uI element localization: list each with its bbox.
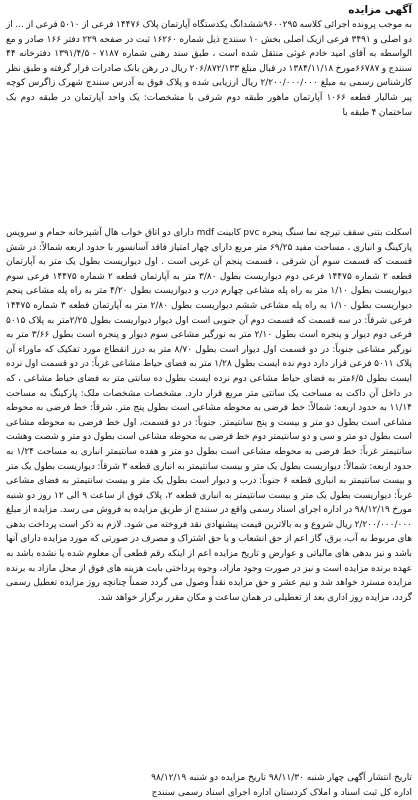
notice-paragraph-2: اسکلت بتنی سقف تیرچه نما سنگ پنجره pvc کابینت mdf دارای دو اتاق خواب هال آشپزخانه حمام و سرویس پارکینگ و انباری ، مساحت مفید ۶۹/۲۵ متر مربع دارای چهار امتیاز فاقد آسانسور با حدود اربعه شمالاً: در شش قسمت که قسمت سوم آن شرقی ، قسمت پنجم آن غربی است . اول دیواریست بطول یک متر به آپارتمان قطعه ۲ شماره ۱۴۴۷۵ فرعی دوم دیواریست بطول ۳/۸۰ متر به آپارتمان قطعه ۲ شماره ۱۴۴۷۵ فرعی سوم دیواریست بطول ۱/۱۰ متر به راه پله مشاعی چهارم درب و دیواریست بطول ۴/۲۰ متر به راه پله مشاعی پنجم دیواریست بطول ۱/۱۰ به راه پله مشاعی ششم دیواریست بطول ۲/۸۰ متر به آپارتمان قطعه ۳ شماره ۱۴۴۷۵ فرعی شرقاً: در سه قسمت که قسمت دوم آن جنوبی است اول دیوار دیواریست بطول ۲/۲۵متر به پلاک ۵۰۱۵ فرعی دوم دیوار و پنجره است بطول ۲/۱۰ متر به نورگیر مشاعی سوم دیوار و پنجره است بطول ۳/۶۶ متر به نورگیر مشاعی جنوباً: در دو قسمت اول دیوار است بطول ۸/۷۰ متر به درز انقطاع مورد تفکیک که ماوراء آن پلاک ۵۰۱۱ فرعی قرار دارد دوم نده ایست بطول ۱/۲۸ متر به فضای حیاط مشاعی غرباً: در دو قسمت اول نرده ایست بطول ۶/۵متر به فضای حیاط مشاعی دوم نرده ایست بطول ده سانتی متر به فضای حیاط مشاعی ، که در داخل آن داکت به مساحت یک سانتی متر مربع قرار دارد. مشخصات مشخصات ملک: پارکینگ به مساحت ۱۱/۱۴ به حدود اربعه: شمالاً: خط فرضی به محوطه مشاعی است بطول پنج متر. شرقاً: خط فرضی به محوطه مشاعی است بطول دو متر و بیست و پنج سانتیمتر. جنوباً: در دو قسمت، اول خط فرضی به محوطه مشاعی است بطول دو متر و سی و دو سانتیمتر دوم خط فرضی به محوطه مشاعی است بطول دو متر و شصت وهشت سانتیمتر غرباً: خط فرضی به محوطه مشاعی است بطول دو متر و هفده سانتیمتر انباری به مساحت ۱/۲۴ به حدود اربعه: شمالاً: دیواریست بطول یک متر و بیست سانتیمتر به انباری قطعه ۳ شرقاً: دیواریست بطول یک متر و بیست سانتیمتر به انباری قطعه ۶ جنوباً: درب و دیوار است بطول یک متر و بیست سانتیمتر به فضای مشاعی غرباً: دیواریست بطول یک متر و بیست سانتیمتر به انباری قطعه ۲، پلاک فوق از ساعت ۹ الی ۱۲ روز دو شنبه مورخ ۹۸/۱۲/۱۹ در اداره اجرای اسناد رسمی واقع در سنندج از طریق مزایده به فروش می رسد. مزایده از مبلغ ۲/۲۰۰/۰۰۰/۰۰۰ ریال شروع و به بالاترین قیمت پیشنهادی نقد فروخته می شود. لازم به ذکر است پرداخت بدهی های مربوط به آب، برق، گاز اعم از حق انشعاب و یا حق اشتراک و مصرف در صورتی که مورد مزایده دارای آنها باشد و نیز بدهی های مالیاتی و عوارض و تاریخ مزایده اعم از اینکه رقم قطعی آن معلوم شده یا نشده باشد به عهده برنده مزایده است و نیز در صورت وجود مازاد، وجوه پرداختی بابت هزینه های فوق از محل مازاد به برنده مزایده مسترد خواهد شد و نیم عشر و حق مزایده نقداً وصول می گردد ضمناً چنانچه روز مزایده تعطیل رسمی گردد، مزایده روز اداری بعد از تعطیلی در همان ساعت و مکان مقرر برگزار خواهد شد. [6, 228, 412, 603]
notice-title: آگهی مزایده [348, 4, 412, 16]
publication-dates: تاریخ انتشار آگهی چهار شنبه ۹۸/۱۱/۳۰ تاریخ مزایده دو شنبه ۹۸/۱۲/۱۹ [151, 773, 412, 783]
notice-paragraph-1: به موجب پرونده اجرائی کلاسه ۹۶۰۰۲۹۵ششدانگ یکدستگاه آپارتمان پلاک ۱۴۴۷۶ فرعی از ۵۰۱۰ فرعی از ... از دو اصلی و ۳۴۹۱ فرعی ازیک اصلی بخش ۱۰ سنندج ذیل شماره ۱۶۲۶۰ ثبت در صفحه ۲۲۹ دفتر ۱۶۶ صادر و مع الواسطه به آقای امید خادم غوثی منتقل شده است ، طبق سند رهنی شماره ۷۱۸۷ - ۱۳۹۱/۴/۵ دفترخانه ۴۴ سنندج و ۶۶۷۸۷مورخ ۱۳۸۴/۱۱/۱۸ در قبال مبلغ ۲۰۶/۸۷۲/۱۳۳ ریال در رهن بانک صادرات قرار گرفته و طبق نظر کارشناس رسمی به مبلغ ۲/۲۰۰/۰۰۰/۰۰۰ ریال ارزیابی شده و پلاک فوق به آدرس سنندج شهرک زاگرس کوچه پیر شالیار قطعه ۱۰۶۶ آپارتمان ماهور طبقه دوم شرقی با مشخصات: یک واحد آپارتمان در طبقه دوم یک ساختمان ۴ طبقه با [6, 20, 412, 118]
issuing-office: اداره کل ثبت اسناد و املاک کردستان اداره اجرای اسناد رسمی سنندج [151, 787, 412, 798]
